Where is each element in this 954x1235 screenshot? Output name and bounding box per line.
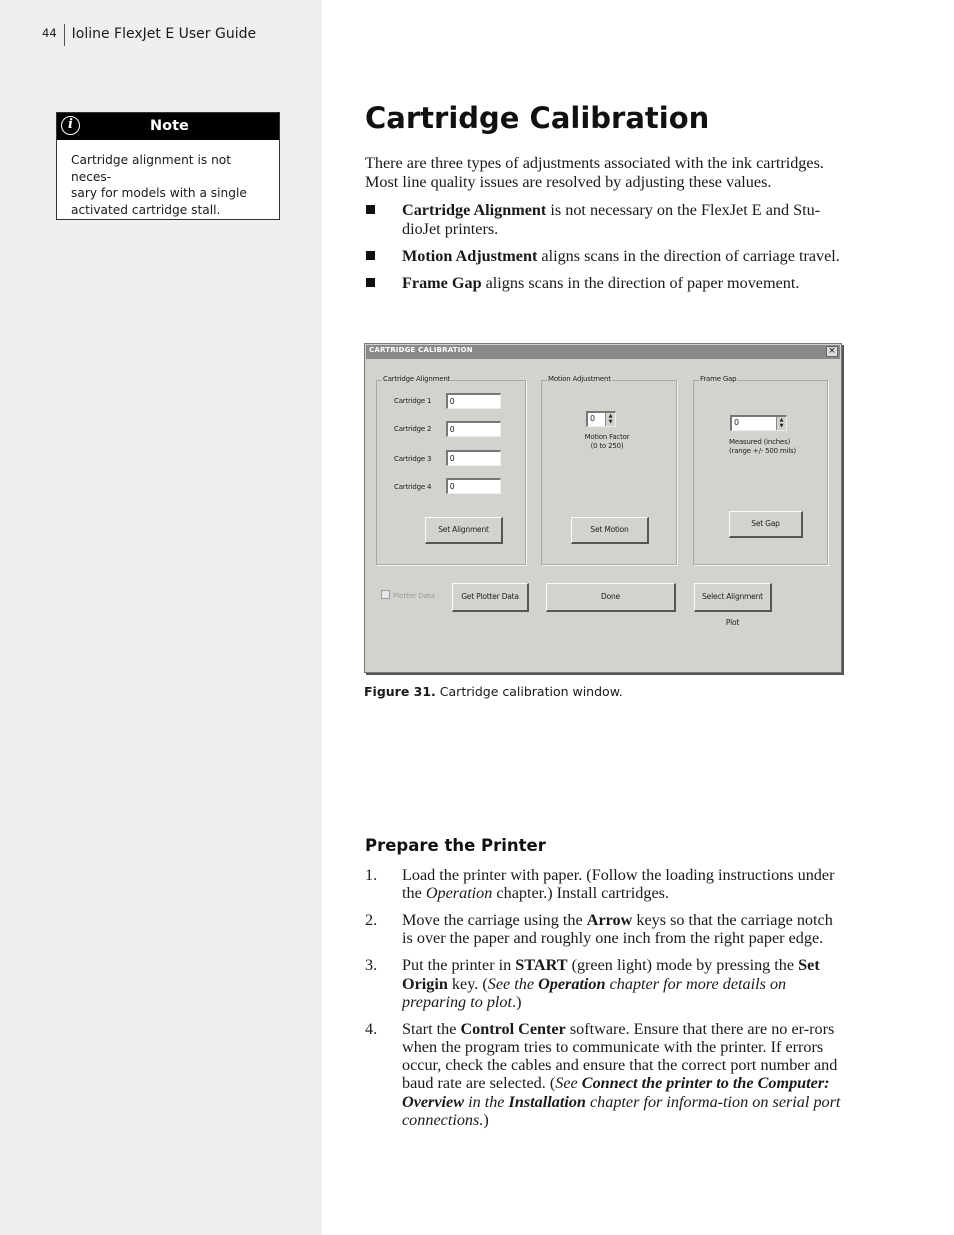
header-divider [64,24,65,46]
checkbox-icon[interactable] [381,590,390,599]
group-label: Cartridge Alignment [383,375,451,383]
bullet-text: is not necessary on the FlexJet E and Stu-dioJet printers. [402,201,821,238]
bullet-square-icon [366,278,375,287]
step-text: Connect the printer to the Computer: Overview [402,1074,830,1111]
note-line: sary for models with a single [71,186,247,200]
select-alignment-plot-button[interactable]: Select Alignment Plot [694,583,772,612]
list-item [365,201,843,238]
cartridge-2-label: Cartridge 2 [394,425,432,433]
get-plotter-data-button[interactable]: Get Plotter Data [452,583,529,612]
step-text: Control Center [460,1019,566,1038]
step-text: (green light) mode by pressing the [567,956,799,975]
spinner-arrows-icon[interactable]: ▲ ▼ [776,417,786,430]
page-title: Cartridge Calibration [365,101,710,135]
step-text: chapter.) Install cartridges. [492,884,670,903]
step-number: 3. [365,956,378,975]
step-text: Operation [425,884,493,903]
step-text: Start the [402,1019,461,1038]
step-number: 2. [365,911,378,930]
step-text: Put the printer in [402,956,516,975]
figure-caption-text: Cartridge calibration window. [435,684,623,699]
step-text: Move the carriage using the [402,911,587,930]
cartridge-3-label: Cartridge 3 [394,455,432,463]
list-item [365,956,843,1011]
cartridge-2-input[interactable] [446,421,501,437]
step-text: Set Origin [402,956,820,993]
note-box [56,112,280,220]
bullet-term: Frame Gap [402,273,482,292]
set-alignment-button[interactable]: Set Alignment [425,517,503,544]
spinner-arrows-icon[interactable]: ▲ ▼ [605,413,615,426]
step-text: See the [487,974,539,993]
step-text: START [515,956,568,975]
cartridge-4-label: Cartridge 4 [394,483,432,491]
note-header [57,113,279,140]
adjustment-list [365,201,843,301]
list-item [365,866,843,902]
motion-factor-range: (0 to 250) [590,442,624,450]
step-text: software. Ensure that there are no er-rors when the program tries to communicate with the printer. If errors occur, check the cables and ensure that the correct port number and baud rate are selected. ( [402,1019,838,1093]
running-title: Ioline FlexJet E User Guide [71,26,257,42]
group-label: Frame Gap [700,375,737,383]
calibration-dialog [364,343,842,673]
figure-caption [364,684,623,699]
note-title: Note [150,118,189,134]
step-text: Installation [508,1092,586,1111]
step-text: chapter for informa-tion on serial port connections. [402,1092,841,1129]
dialog-titlebar [366,345,840,359]
step-number: 1. [365,866,378,884]
step-text: key. ( [447,974,488,993]
list-item [365,911,843,947]
step-number: 4. [365,1019,378,1038]
figure-label: Figure 31. [364,684,436,699]
list-item [365,247,843,266]
step-text: .) [512,992,522,1011]
step-text: keys so that the carriage notch is over the paper and roughly one inch from the right paper edge. [402,911,833,948]
motion-factor-label [542,433,672,451]
set-motion-button[interactable]: Set Motion [571,517,649,544]
note-line: activated cartridge stall. [71,202,221,217]
plotter-data-checkbox[interactable] [381,590,435,600]
subsection-title: Prepare the Printer [365,836,546,855]
set-gap-button[interactable]: Set Gap [729,511,803,538]
info-icon: i [61,116,80,135]
list-item [365,274,843,293]
note-line: Cartridge alignment is not neces- [71,153,232,184]
bullet-square-icon [366,251,375,260]
bullet-term: Motion Adjustment [402,246,538,265]
close-button[interactable]: × [826,346,838,357]
page-number: 44 [42,26,57,40]
group-label: Motion Adjustment [548,375,611,383]
running-header [42,24,256,46]
motion-factor-caption: Motion Factor [584,433,630,441]
bullet-square-icon [366,205,375,214]
bullet-term: Cartridge Alignment [402,201,547,219]
step-text: Arrow [586,911,633,930]
motion-factor-value: 0 [590,414,596,423]
motion-adjustment-group [541,375,677,565]
dialog-title: CARTRIDGE CALIBRATION [369,346,473,354]
cartridge-1-label: Cartridge 1 [394,397,432,405]
step-text: Operation [538,974,606,993]
prepare-steps-list [365,866,843,1138]
bullet-text: aligns scans in the direction of carriage travel. [537,246,840,265]
bullet-text: aligns scans in the direction of paper movement. [481,273,800,292]
intro-paragraph: There are three types of adjustments associated with the ink cartridges. Most line quality issues are resolved by adjusting these values. [365,154,824,191]
step-text: ) [483,1110,489,1129]
cartridge-3-input[interactable] [446,450,501,466]
step-text: Load the printer with paper. (Follow the loading instructions under the [402,866,835,903]
step-text: chapter for more details on preparing to plot [402,974,787,1011]
frame-gap-caption: Measured (inches) [729,438,791,446]
list-item [365,1020,843,1129]
motion-factor-spinner[interactable] [586,411,616,427]
plotter-data-label: Plotter Data [393,592,436,600]
cartridge-4-input[interactable] [446,478,501,494]
frame-gap-label [729,438,796,456]
frame-gap-group [693,375,828,565]
cartridge-alignment-group [376,375,526,565]
frame-gap-range: (range +/- 500 mils) [729,447,796,455]
step-text: See [555,1074,582,1093]
cartridge-1-input[interactable] [446,393,501,409]
note-body [57,140,279,218]
frame-gap-value: 0 [734,418,740,427]
frame-gap-spinner[interactable] [730,415,787,431]
done-button[interactable]: Done [546,583,676,612]
step-text: in the [464,1092,509,1111]
